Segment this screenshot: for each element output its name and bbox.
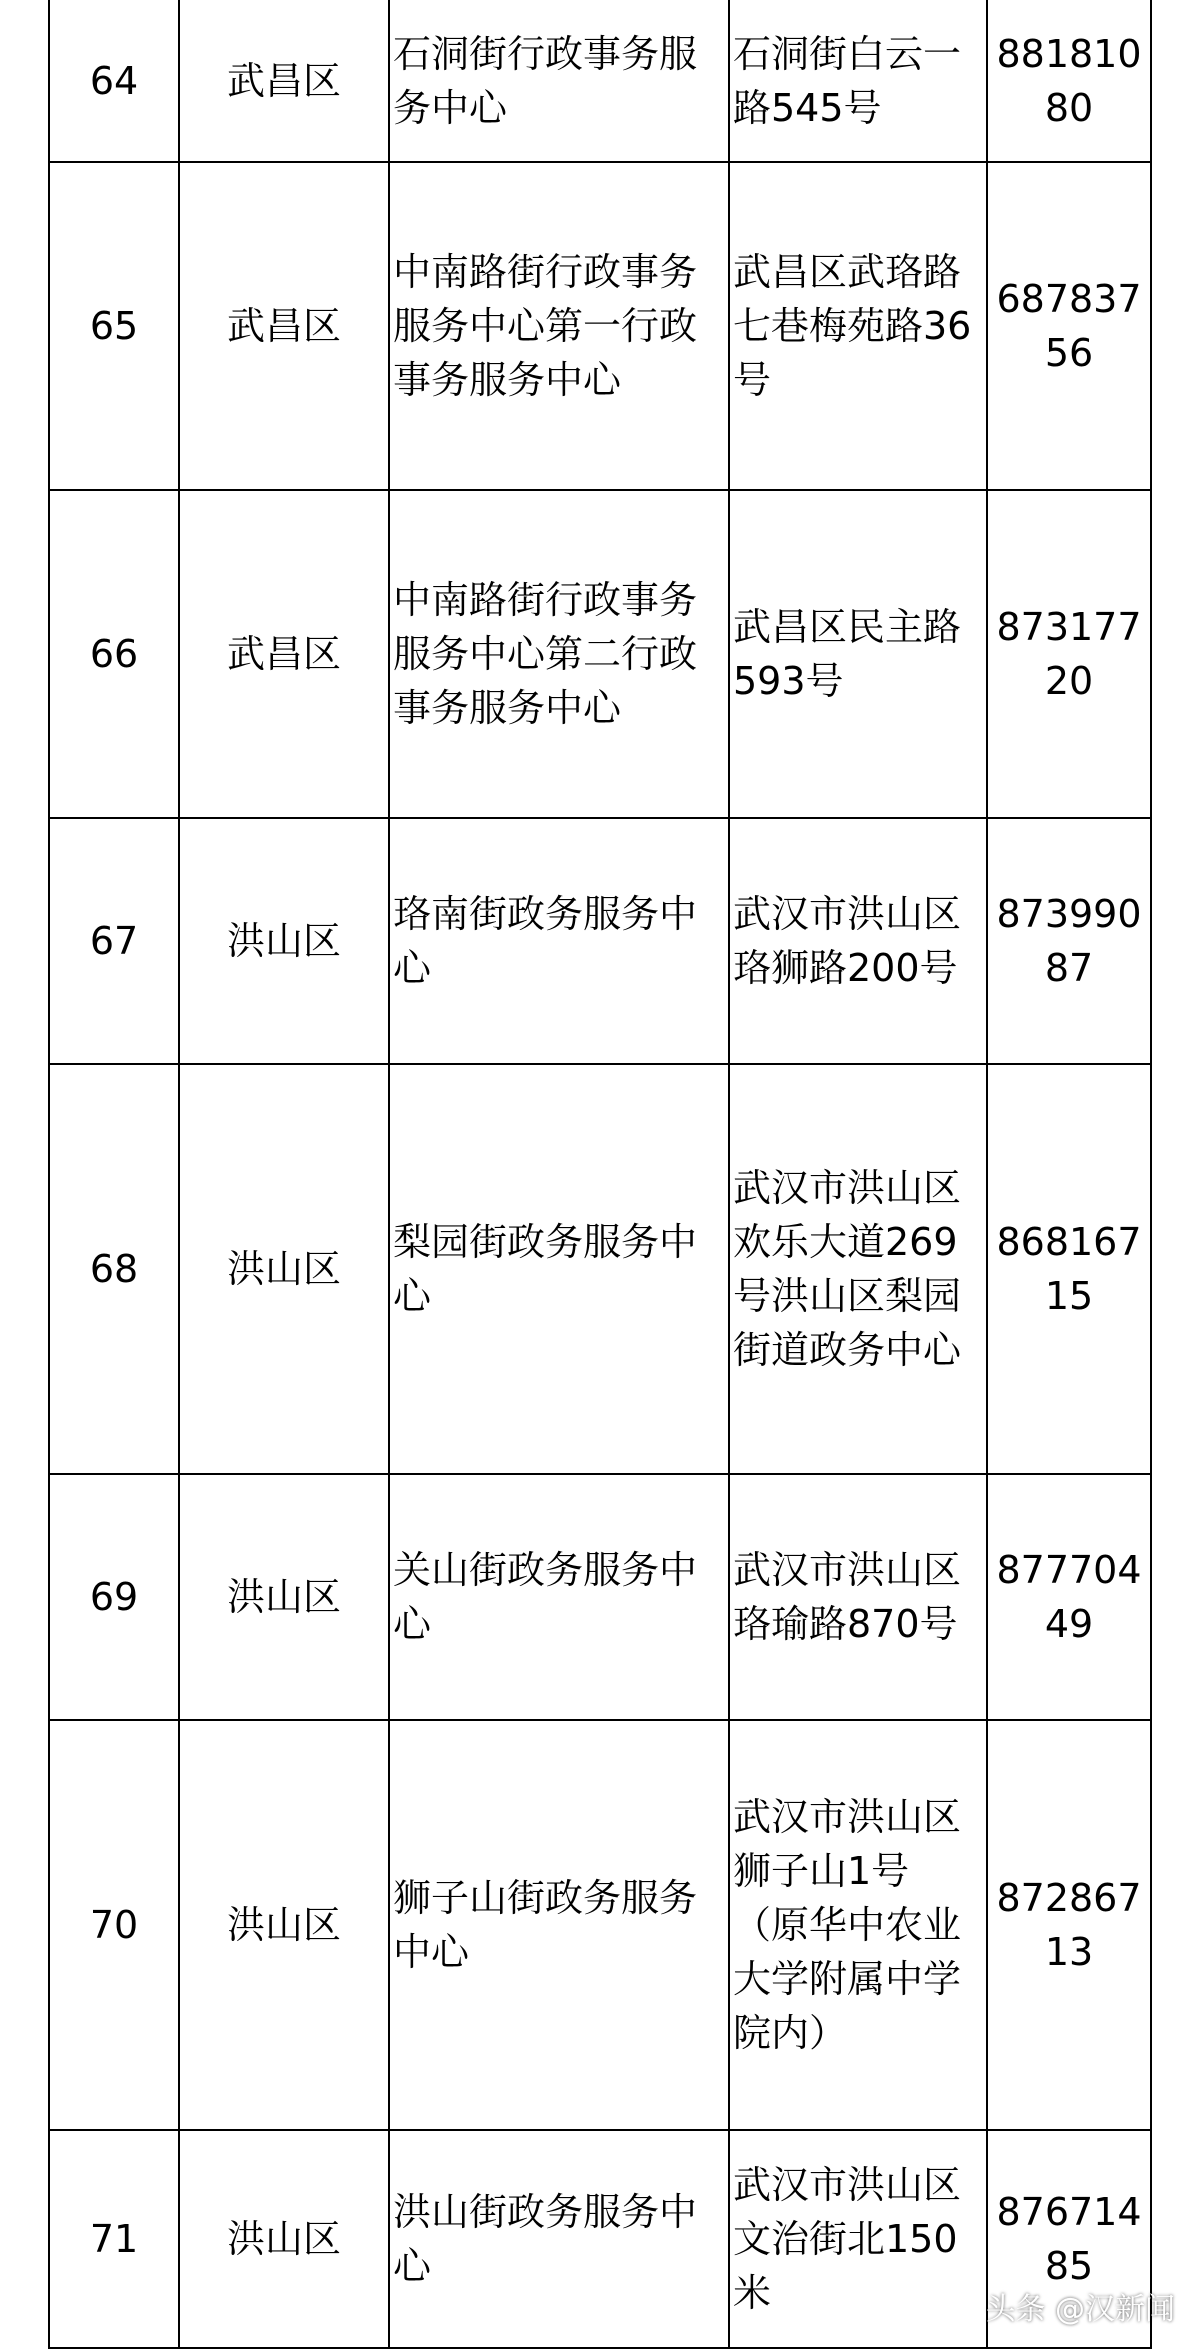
row-number: 64 <box>49 0 179 162</box>
row-number: 66 <box>49 490 179 818</box>
table-row <box>49 1064 1151 1474</box>
table-row <box>49 490 1151 818</box>
district-cell: 武昌区 <box>179 162 389 490</box>
address-cell: 武汉市洪山区文治街北150米 <box>729 2130 987 2348</box>
address-cell: 武昌区武珞路七巷梅苑路36号 <box>729 162 987 490</box>
center-name-cell: 狮子山街政务服务中心 <box>389 1720 729 2130</box>
table-row <box>49 1720 1151 2130</box>
center-name-cell: 关山街政务服务中心 <box>389 1474 729 1720</box>
address-cell: 武汉市洪山区欢乐大道269号洪山区梨园街道政务中心 <box>729 1064 987 1474</box>
phone-cell: 87671485 <box>987 2130 1151 2348</box>
address-cell: 武汉市洪山区珞狮路200号 <box>729 818 987 1064</box>
district-cell: 洪山区 <box>179 1474 389 1720</box>
phone-cell: 88181080 <box>987 0 1151 162</box>
address-cell: 武汉市洪山区珞瑜路870号 <box>729 1474 987 1720</box>
center-name-cell: 中南路街行政事务服务中心第二行政事务服务中心 <box>389 490 729 818</box>
district-cell: 武昌区 <box>179 490 389 818</box>
address-cell: 石洞街白云一路545号 <box>729 0 987 162</box>
district-cell: 洪山区 <box>179 818 389 1064</box>
center-name-cell: 珞南街政务服务中心 <box>389 818 729 1064</box>
phone-cell: 86816715 <box>987 1064 1151 1474</box>
district-cell: 洪山区 <box>179 2130 389 2348</box>
row-number: 71 <box>49 2130 179 2348</box>
table-row <box>49 0 1151 162</box>
row-number: 65 <box>49 162 179 490</box>
center-name-cell: 梨园街政务服务中心 <box>389 1064 729 1474</box>
phone-cell: 87286713 <box>987 1720 1151 2130</box>
row-number: 70 <box>49 1720 179 2130</box>
table-row <box>49 818 1151 1064</box>
phone-cell: 87399087 <box>987 818 1151 1064</box>
center-name-cell: 洪山街政务服务中心 <box>389 2130 729 2348</box>
service-center-table <box>48 0 1152 2349</box>
phone-cell: 87317720 <box>987 490 1151 818</box>
phone-cell: 68783756 <box>987 162 1151 490</box>
watermark: 头条 @汉新闻 <box>985 2292 1175 2327</box>
district-cell: 洪山区 <box>179 1064 389 1474</box>
address-cell: 武昌区民主路593号 <box>729 490 987 818</box>
district-cell: 洪山区 <box>179 1720 389 2130</box>
center-name-cell: 石洞街行政事务服务中心 <box>389 0 729 162</box>
row-number: 69 <box>49 1474 179 1720</box>
row-number: 68 <box>49 1064 179 1474</box>
phone-cell: 87770449 <box>987 1474 1151 1720</box>
table-row <box>49 1474 1151 1720</box>
center-name-cell: 中南路街行政事务服务中心第一行政事务服务中心 <box>389 162 729 490</box>
district-cell: 武昌区 <box>179 0 389 162</box>
address-cell: 武汉市洪山区狮子山1号（原华中农业大学附属中学院内） <box>729 1720 987 2130</box>
row-number: 67 <box>49 818 179 1064</box>
table-row <box>49 162 1151 490</box>
